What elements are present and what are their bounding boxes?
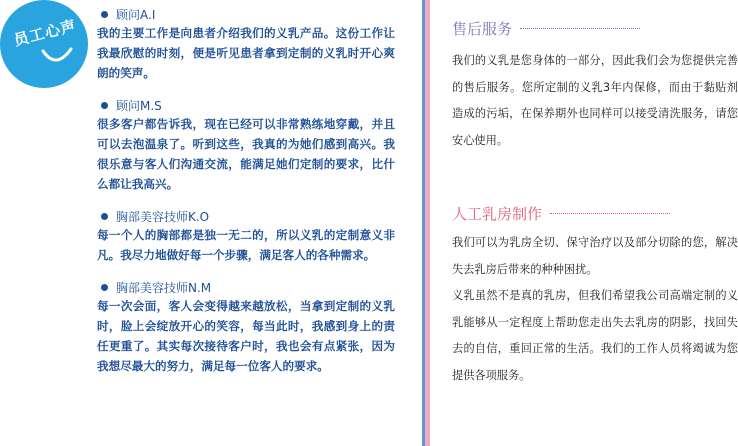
- testimonial: [97, 207, 395, 265]
- smile-icon: [40, 46, 74, 68]
- artificial-breast-paragraph: 我们可以为乳房全切、保守治疗以及部分切除的您，解决失去乳房后带来的种种困扰。: [452, 236, 738, 276]
- testimonial-text: 很多客户都告诉我，现在已经可以非常熟练地穿戴，并且可以去泡温泉了。听到这些，我真的为她们感到高兴。我很乐意与客人们沟通交流，能满足她们定制的要求，比什么都让我高兴。: [97, 117, 395, 191]
- testimonial-text: 我的主要工作是向患者介绍我们的义乳产品。这份工作让我最欣慰的时刻，便是听见患者拿到定制的义乳时开心爽朗的笑声。: [97, 26, 395, 80]
- bullet-icon: [101, 11, 108, 18]
- bullet-icon: [101, 213, 108, 220]
- employee-voice-badge: [0, 0, 88, 88]
- testimonial: [97, 278, 395, 376]
- testimonial-author: 顾问A.I: [116, 7, 156, 22]
- testimonial-author: 胸部美容技师N.M: [116, 280, 212, 295]
- badge-label: 员工心声: [11, 16, 79, 50]
- testimonials-column: [97, 5, 395, 389]
- bullet-icon: [101, 284, 108, 291]
- divider-stripe-pink: [425, 0, 430, 446]
- artificial-breast-paragraph: 义乳虽然不是真的乳房，但我们希望我公司高端定制的义乳能够从一定程度上帮助您走出失去乳房的阴影，找回失去的自信，重回正常的生活。我们的工作人员将竭诚为您提供各项服务。: [452, 289, 738, 382]
- artificial-breast-title: 人工乳房制作: [452, 205, 543, 223]
- after-sales-title: 售后服务: [452, 20, 513, 38]
- after-sales-text: 我们的义乳是您身体的一部分，因此我们会为您提供完善的售后服务。您所定制的义乳3年内保修，而由于黏贴剂造成的污垢，在保养期外也同样可以接受清洗服务，请您安心使用。: [452, 54, 738, 147]
- section-title: [452, 18, 640, 39]
- testimonial-author: 胸部美容技师K.O: [116, 209, 210, 224]
- testimonial: [97, 96, 395, 194]
- testimonial-text: 每一次会面，客人会变得越来越放松，当拿到定制的义乳时，脸上会绽放开心的笑容，每当此时，我感到身上的责任更重了。其实每次接待客户时，我也会有点紧张，因为我想尽最大的努力，满足每一位客人的要求。: [97, 299, 395, 373]
- testimonial-text: 每一个人的胸部都是独一无二的，所以义乳的定制意义非凡。我尽力地做好每一个步骤，满足客人的各种需求。: [97, 228, 395, 262]
- bullet-icon: [101, 102, 108, 109]
- dotted-rule: [520, 28, 640, 29]
- section-title: [452, 203, 670, 224]
- dotted-rule: [550, 213, 670, 214]
- testimonial-author: 顾问M.S: [116, 98, 162, 113]
- testimonial: [97, 5, 395, 83]
